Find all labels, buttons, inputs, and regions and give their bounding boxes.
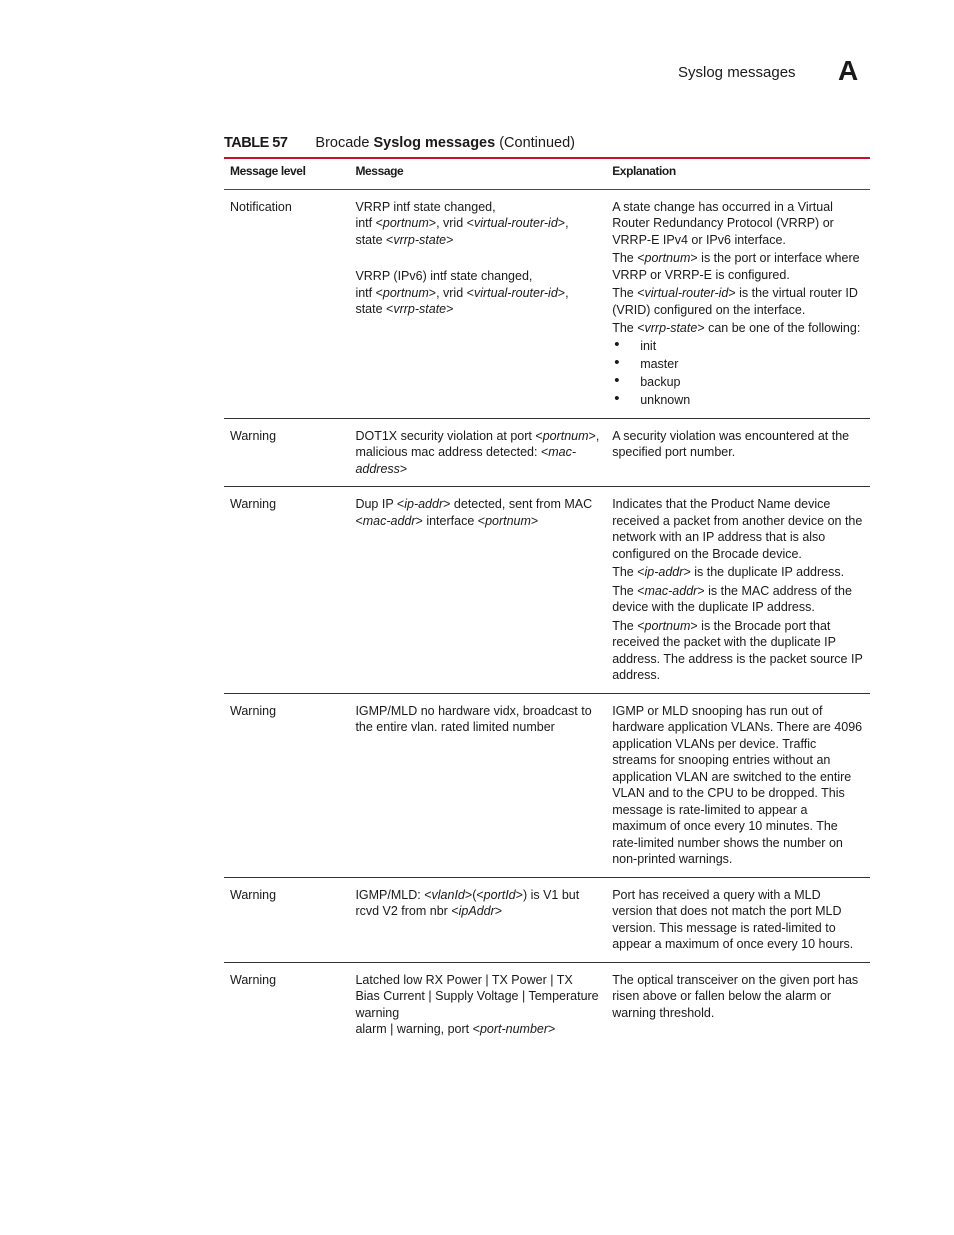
- appendix-letter: A: [838, 55, 859, 86]
- message-line: IGMP/MLD: <vlanId>(<portId>) is V1 but rcvd V2 from nbr <ipAddr>: [355, 887, 580, 918]
- message-level-cell: Warning: [224, 877, 349, 962]
- table-caption: [224, 135, 575, 151]
- message-line: intf <portnum>, vrid <virtual-router-id>,: [355, 216, 569, 230]
- explanation-cell: [606, 418, 870, 487]
- message-level-cell: Warning: [224, 487, 349, 694]
- message-line: alarm | warning, port <port-number>: [355, 1022, 556, 1036]
- explanation-paragraph: The <mac-addr> is the MAC address of the device with the duplicate IP address.: [612, 583, 852, 614]
- vrrp-state-list: [612, 337, 864, 409]
- explanation-paragraph: The optical transceiver on the given port has risen above or fallen below the alarm or warning threshold.: [612, 972, 859, 1020]
- message-line: intf <portnum>, vrid <virtual-router-id>,: [355, 285, 569, 300]
- explanation-cell: [606, 487, 870, 694]
- explanation-cell: [606, 189, 870, 418]
- list-item: • backup: [612, 373, 864, 391]
- message-cell: [349, 418, 606, 487]
- table-row: [224, 962, 870, 1047]
- message-cell: [349, 189, 606, 418]
- table-title-suffix: (Continued): [499, 135, 575, 151]
- table-row: [224, 189, 870, 418]
- table-number: TABLE 57: [224, 135, 288, 151]
- table-row: [224, 487, 870, 694]
- explanation-paragraph: Indicates that the Product Name device received a packet from another device on the network with an IP address that is also configured on the Brocade device.: [612, 497, 863, 561]
- explanation-paragraph: A state change has occurred in a Virtual Router Redundancy Protocol (VRRP) or VRRP-E IPv4 or IPv6 interface.: [612, 199, 834, 247]
- table-row: [224, 877, 870, 962]
- list-item: • master: [612, 355, 864, 373]
- message-line: IGMP/MLD no hardware vidx, broadcast to the entire vlan. rated limited number: [355, 703, 592, 734]
- message-line: VRRP (IPv6) intf state changed,: [355, 269, 533, 283]
- explanation-paragraph: The <vrrp-state> can be one of the following:: [612, 321, 861, 335]
- explanation-paragraph: The <virtual-router-id> is the virtual router ID (VRID) configured on the interface.: [612, 286, 858, 317]
- message-level-cell: Warning: [224, 693, 349, 877]
- message-line: Latched low RX Power | TX Power | TX Bias Current | Supply Voltage | Temperature warning: [355, 972, 599, 1020]
- message-cell: [349, 487, 606, 694]
- table-row: [224, 693, 870, 877]
- explanation-paragraph: Port has received a query with a MLD version that does not match the port MLD version. This message is rated-limited to appear a maximum of once every 10 hours.: [612, 887, 854, 951]
- list-item: • unknown: [612, 391, 864, 409]
- message-cell: [349, 877, 606, 962]
- table-title-bold: Syslog messages: [373, 135, 496, 151]
- explanation-paragraph: The <portnum> is the port or interface where VRRP or VRRP-E is configured.: [612, 251, 860, 282]
- message-line: Dup IP <ip-addr> detected, sent from MAC <mac-addr> interface <portnum>: [355, 497, 593, 528]
- running-header-section: Syslog messages: [678, 64, 796, 81]
- column-header-explanation: Explanation: [606, 158, 870, 189]
- table-header-row: [224, 158, 870, 189]
- list-item: • init: [612, 337, 864, 355]
- table-row: [224, 418, 870, 487]
- explanation-cell: [606, 693, 870, 877]
- message-level-cell: Warning: [224, 418, 349, 487]
- explanation-cell: [606, 877, 870, 962]
- message-line: state <vrrp-state>: [355, 302, 454, 316]
- explanation-paragraph: The <portnum> is the Brocade port that received the packet with the duplicate IP address. The address is the packet source IP address.: [612, 618, 863, 682]
- message-line: DOT1X security violation at port <portnum>, malicious mac address detected: <mac-address>: [355, 428, 600, 476]
- column-header-message-level: Message level: [224, 158, 349, 189]
- message-level-cell: Warning: [230, 972, 277, 987]
- message-line: state <vrrp-state>: [355, 232, 454, 247]
- explanation-paragraph: A security violation was encountered at the specified port number.: [612, 428, 850, 459]
- explanation-paragraph: The <ip-addr> is the duplicate IP address.: [612, 565, 845, 579]
- explanation-paragraph: IGMP or MLD snooping has run out of hardware application VLANs. There are 4096 application VLANs per device. Traffic streams for snooping entries without an application VLAN are switched to the entire VLAN and to the CPU to be dropped. This message is rate-limited to appear a maximum of once every 10 minutes. The rate-limited number shows the number on non-printed warnings.: [612, 703, 863, 866]
- message-level-cell: Notification: [224, 189, 349, 418]
- explanation-cell: [606, 962, 870, 1047]
- message-line: VRRP intf state changed,: [355, 199, 496, 214]
- message-cell: [349, 693, 606, 877]
- table-title-prefix: Brocade: [315, 135, 370, 151]
- column-header-message: Message: [349, 158, 606, 189]
- syslog-table: [224, 157, 870, 1047]
- message-cell: [349, 962, 606, 1047]
